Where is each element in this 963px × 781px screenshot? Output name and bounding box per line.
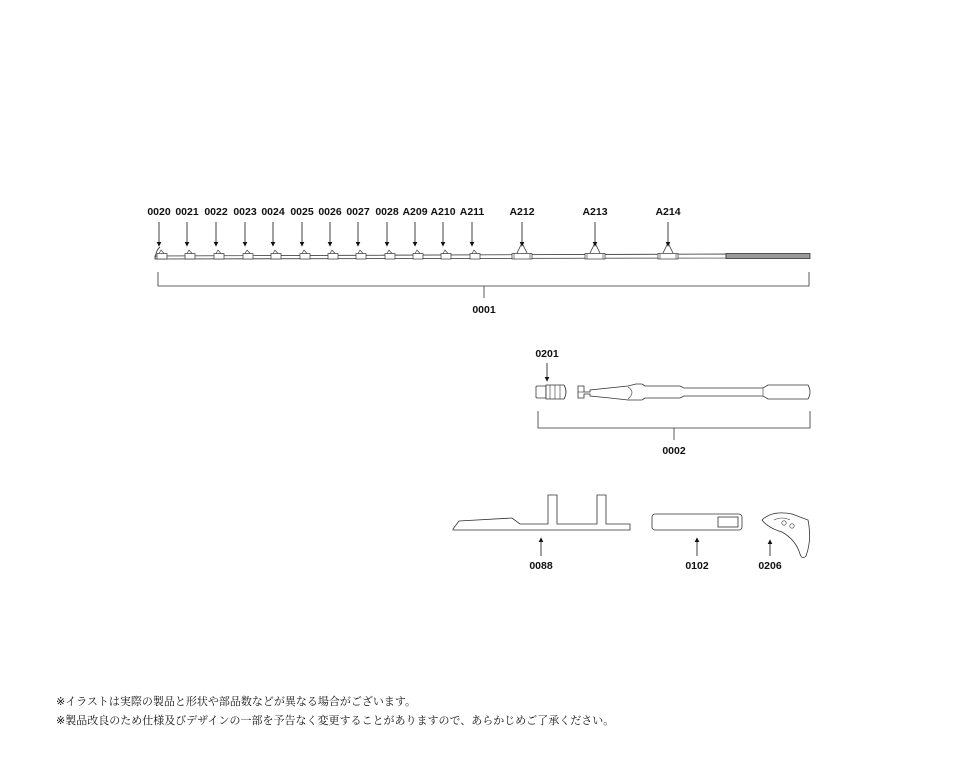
label-A214: A214 (655, 206, 681, 218)
label-0102: 0102 (685, 560, 709, 572)
guide-A210 (441, 250, 451, 259)
guide-0025 (300, 250, 310, 259)
guide-A211 (470, 250, 480, 259)
guide-0022 (214, 250, 224, 259)
accessory-0102-drawing (652, 514, 742, 530)
label-0001: 0001 (472, 304, 496, 316)
label-A210: A210 (430, 206, 456, 218)
guide-0027 (356, 250, 366, 259)
label-0021: 0021 (175, 206, 199, 218)
label-0206: 0206 (758, 560, 782, 572)
label-0023: 0023 (233, 206, 257, 218)
rod-bracket (158, 272, 809, 298)
rod-guides (157, 243, 678, 259)
label-0025: 0025 (290, 206, 314, 218)
grip-reel-seat-drawing (536, 385, 566, 399)
guide-0023 (243, 250, 253, 259)
label-0201: 0201 (535, 348, 559, 360)
guide-0020 (157, 250, 167, 259)
grip-handle-drawing (578, 384, 810, 400)
label-0027: 0027 (346, 206, 370, 218)
guide-A209 (413, 250, 423, 259)
grip-bracket (538, 411, 810, 440)
label-0026: 0026 (318, 206, 342, 218)
label-A212: A212 (509, 206, 535, 218)
disclaimer-note-1: ※イラストは実際の製品と形状や部品数などが異なる場合がございます。 (56, 695, 417, 708)
label-0028: 0028 (375, 206, 399, 218)
label-0024: 0024 (261, 206, 285, 218)
disclaimer-note-2: ※製品改良のため仕様及びデザインの一部を予告なく変更することがありますので、あらかじめご了承ください。 (56, 714, 615, 727)
label-0020: 0020 (147, 206, 171, 218)
accessory-0088-drawing (453, 495, 630, 530)
label-A209: A209 (402, 206, 428, 218)
label-0022: 0022 (204, 206, 228, 218)
guide-0024 (271, 250, 281, 259)
guide-0026 (328, 250, 338, 259)
guide-0028 (385, 250, 395, 259)
label-A211: A211 (459, 206, 485, 218)
rod-section-labels (147, 206, 680, 246)
label-0002: 0002 (662, 445, 686, 457)
guide-0021 (185, 250, 195, 259)
label-A213: A213 (582, 206, 608, 218)
accessory-0206-drawing (762, 513, 810, 558)
label-0088: 0088 (529, 560, 553, 572)
